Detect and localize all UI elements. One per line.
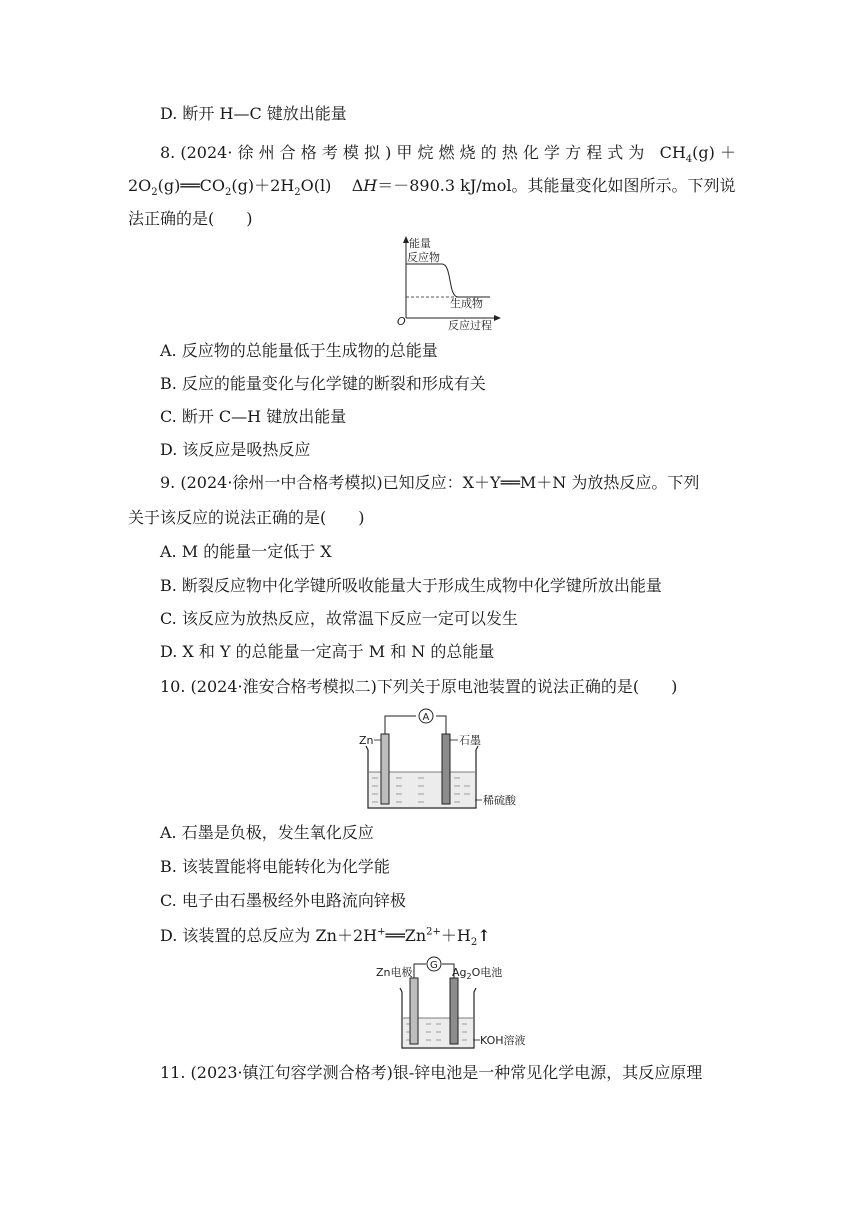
q9-stem-line2: 关于该反应的说法正确的是( ) [128,508,365,527]
q10-option-b: B. 该装置能将电能转化为化学能 [160,857,390,876]
galvanometer-label: G [430,960,438,971]
energy-axis-label: 能量 [409,237,431,250]
ag2o-electrode [450,978,458,1044]
zn-electrode [381,734,389,804]
reactant-label: 反应物 [407,251,440,264]
energy-diagram [394,234,504,332]
q8-formula-ch4: $CH_4(g)$ ＋ [659,143,736,166]
zn-electrode-label: Zn电极 [376,966,413,979]
q10-option-a: A. 石墨是负极，发生氧化反应 [160,823,374,842]
q9-option-b: B. 断裂反应物中化学键所吸收能量大于形成生成物中化学键所放出能量 [160,576,662,595]
silver-zinc-cell-diagram [370,954,530,1054]
q9-stem-line1: 9. (2024·徐州一中合格考模拟)已知反应：X＋Y══M＋N 为放热反应。下列 [160,473,700,492]
q11-stem: 11. (2023·镇江句容学测合格考)银-锌电池是一种常见化学电源，其反应原理 [160,1063,703,1082]
origin-label: O [397,315,406,328]
q8-stem-line1 [128,142,736,164]
q8-stem-line1-left: 8. (2024· 徐 州 合 格 考 模 拟 ) 甲 烷 燃 烧 的 热 化 学 方 程 式 为 [160,143,645,162]
dilute-sulfuric-acid-label: 稀硫酸 [483,794,516,807]
koh-solution-label: KOH溶液 [480,1034,526,1047]
product-label: 生成物 [450,297,483,310]
ammeter-label: A [422,712,430,723]
q8-stem-line2: $2O_2(g)══CO_2(g)+2H_2O(l)$ ΔH＝－890.3 kJ/mol。其能量变化如图所示。下列说 [128,176,736,199]
graphite-label: 石墨 [459,734,481,747]
q10-stem: 10. (2024·淮安合格考模拟二)下列关于原电池装置的说法正确的是( ) [160,677,678,696]
q8-option-d: D. 该反应是吸热反应 [160,440,311,459]
q7-option-d: D. 断开 H—C 键放出能量 [160,104,347,123]
graphite-electrode [442,734,450,804]
q8-option-c: C. 断开 C—H 键放出能量 [160,407,347,426]
q9-option-a: A. M 的能量一定低于 X [160,542,332,561]
q10-option-d: D. 该装置的总反应为 $Zn+2H^+══Zn^{2+}+H_2↑$ [160,926,491,949]
galvanic-cell-diagram [358,704,518,814]
zn-label: Zn [359,734,374,747]
q9-option-c: C. 该反应为放热反应，故常温下反应一定可以发生 [160,609,518,628]
q8-stem-line3: 法正确的是( ) [128,209,253,228]
q8-option-a: A. 反应物的总能量低于生成物的总能量 [160,341,438,360]
q8-option-b: B. 反应的能量变化与化学键的断裂和形成有关 [160,374,486,393]
q10-option-c: C. 电子由石墨极经外电路流向锌极 [160,891,406,910]
ag2o-electrode-label: $Ag_2O$电池 [452,966,503,981]
reaction-process-label: 反应过程 [448,319,492,332]
zn-electrode [410,978,418,1044]
q9-option-d: D. X 和 Y 的总能量一定高于 M 和 N 的总能量 [160,642,495,661]
